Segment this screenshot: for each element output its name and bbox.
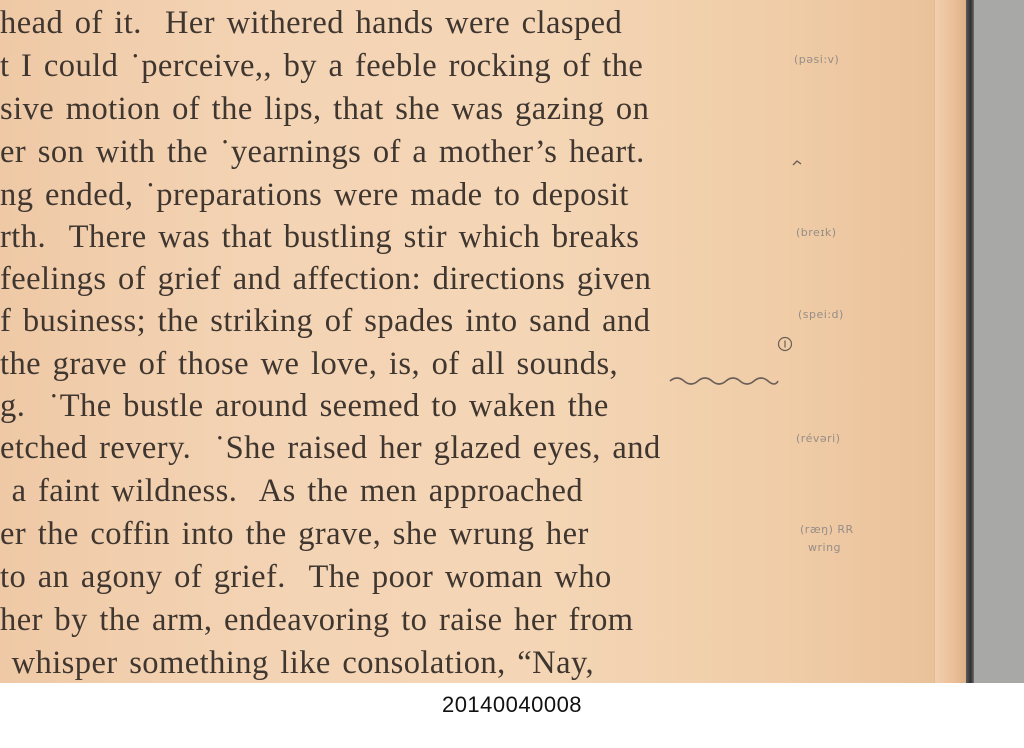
margin-note: (pəsi:v) <box>794 53 840 66</box>
page-edge <box>934 0 969 683</box>
margin-note: (révəri) <box>796 432 841 445</box>
text-line: er the coffin into the grave, she wrung her <box>0 516 589 552</box>
text-line: feelings of grief and affection: directions given <box>0 261 652 297</box>
text-line: etched revery. ˙She raised her glazed eyes, and <box>0 430 661 466</box>
text-line: er son with the ˙yearnings of a mother’s heart. <box>0 134 645 170</box>
text-line: whisper something like consolation, “Nay, <box>0 645 595 681</box>
text-line: f business; the striking of spades into sand and <box>0 303 651 339</box>
accession-number: 20140040008 <box>441 692 583 717</box>
text-line: to an agony of grief. The poor woman who <box>0 559 612 595</box>
book-cover-edge <box>966 0 974 683</box>
circled-mark-icon <box>776 335 794 353</box>
pencil-mark-icon <box>790 155 804 169</box>
margin-note: (ræŋ) RR <box>800 523 854 536</box>
text-line: a faint wildness. As the men approached <box>0 473 584 509</box>
text-line: the grave of those we love, is, of all sounds, <box>0 346 619 382</box>
text-line: her by the arm, endeavoring to raise her from <box>0 602 634 638</box>
text-line: sive motion of the lips, that she was gazing on <box>0 91 650 127</box>
text-line: rth. There was that bustling stir which breaks <box>0 219 640 255</box>
margin-note: (breɪk) <box>796 226 837 239</box>
text-line: g. ˙The bustle around seemed to waken the <box>0 388 609 424</box>
background-surface <box>974 0 1024 683</box>
margin-note: (spei:d) <box>798 308 844 321</box>
text-line: ng ended, ˙preparations were made to deposit <box>0 177 629 213</box>
wavy-underline-mark <box>668 374 780 388</box>
text-line: t I could ˙perceive,, by a feeble rocking of the <box>0 48 644 84</box>
text-line: head of it. Her withered hands were clasped <box>0 5 623 41</box>
margin-note: wring <box>808 541 842 554</box>
